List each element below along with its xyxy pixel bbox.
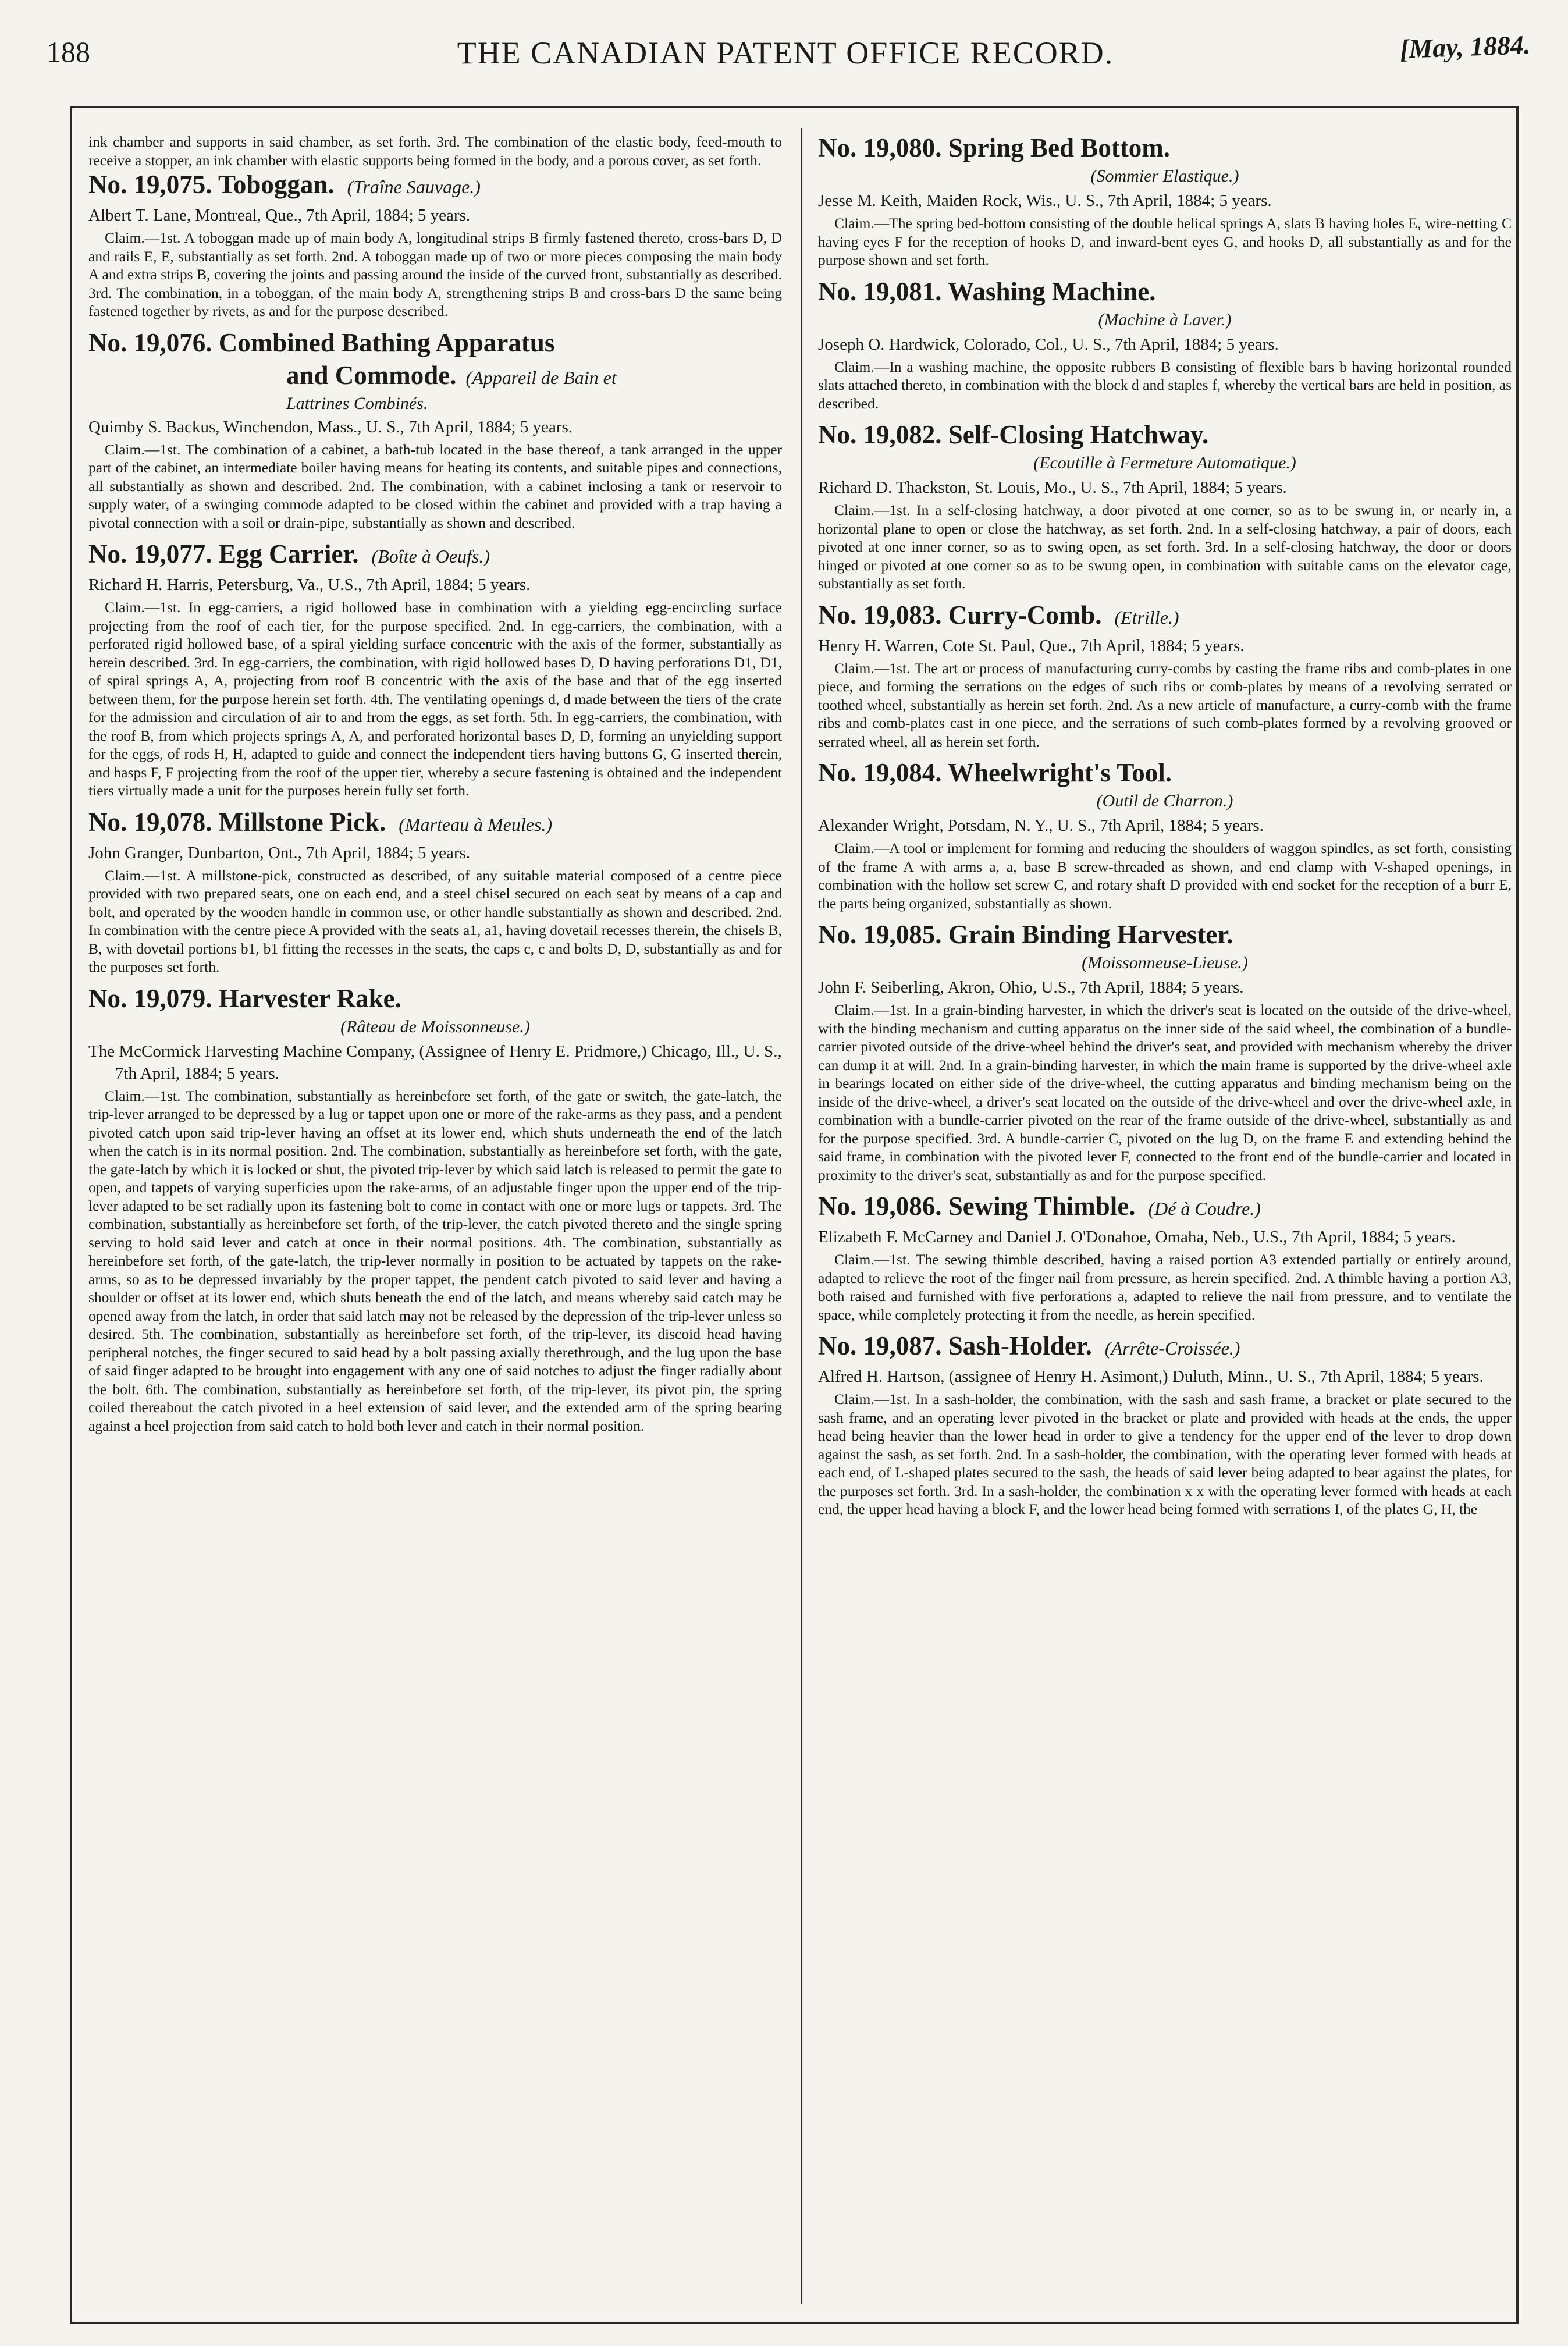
- patent-number: No. 19,086.: [818, 1192, 942, 1221]
- patent-french-title: (Boîte à Oeufs.): [371, 546, 490, 567]
- patent-entry-19081: [818, 276, 1512, 413]
- patent-french-title-line2: Lattrines Combinés.: [286, 393, 428, 413]
- patent-entry-19082: [818, 420, 1512, 593]
- patent-heading: [818, 1331, 1512, 1363]
- patent-heading-line2: [88, 360, 782, 393]
- patent-heading: [88, 983, 782, 1014]
- patentee: Jesse M. Keith, Maiden Rock, Wis., U. S., 7th April, 1884; 5 years.: [818, 191, 1272, 210]
- patent-french-title: (Râteau de Moissonneuse.): [340, 1016, 530, 1036]
- patent-title: Wheelwright's Tool.: [947, 758, 1172, 787]
- patent-claim: Claim.—1st. A millstone-pick, constructed as described, of any suitable material composed of a centre piece provided with two prepared seats, one on each end, and a steel chisel secured on each seat by means of a cap and bolt, and operated by the wooden handle in common use, or other handle substantially as shown and described. 2nd. In combination with the centre piece A provided with the seats a1, a1, having dovetail recesses therein, the chisels B, B, with dovetail portions b1, b1 fitting the recesses in the seats, the caps c, c and bolts D, D, substantially as and for the purposes set forth.: [88, 866, 782, 975]
- patent-number: No. 19,078.: [88, 807, 212, 837]
- patent-heading: [818, 919, 1512, 950]
- patentee: Richard D. Thackston, St. Louis, Mo., U. S., 7th April, 1884; 5 years.: [818, 478, 1287, 497]
- patent-french-title: (Moissonneuse-Lieuse.): [1082, 953, 1248, 972]
- patent-french-title: (Traîne Sauvage.): [347, 176, 481, 197]
- patent-title: Sash-Holder.: [948, 1331, 1092, 1360]
- patent-claim: Claim.—1st. In a sash-holder, the combination, with the sash and sash frame, a bracket or plate secured to the sash frame, and an operating lever pivoted in the bracket or plate and provided with heads at the ends, the upper head being heavier than the lower head in order to give a tendency for the upper end of the lever to drop down against the sash, as set forth. 2nd. In a sash-holder, the combination, with the operating lever formed with heads at each end, of L-shaped plates secured to the sash, the heads of said lever being adapted to bear against the plates, for the purposes set forth. 3rd. In a sash-holder, the combination x x with the operating lever formed with heads at each end, the upper head having a block F, and the lower head being formed with serrations I, of the plates G, H, the: [818, 1391, 1512, 1517]
- patent-heading: [818, 600, 1512, 632]
- patent-title: Egg Carrier.: [218, 539, 359, 568]
- patent-number: No. 19,081.: [818, 276, 942, 306]
- issue-date: [May, 1884.: [1399, 30, 1531, 64]
- patent-heading: [88, 328, 782, 358]
- patent-claim: Claim.—1st. The sewing thimble described, having a raised portion A3 extended partially or entirely around, adapted to relieve the root of the finger nail from pressure, as herein specified. 2nd. A thimble having a portion A3, both raised and furnished with five perforations a, adapted to relieve the nail from pressure, and to ventilate the space, while completely protecting it from the needle, as herein specified.: [818, 1251, 1512, 1323]
- continuation-text: ink chamber and supports in said chamber, as set forth. 3rd. The combination of the elastic body, feed-mouth to receive a stopper, an ink chamber with elastic supports being formed in the body, and a porous cover, as set forth.: [88, 133, 782, 169]
- patent-entry-19084: [818, 758, 1512, 912]
- patent-french-title: (Marteau à Meules.): [399, 813, 553, 835]
- patent-entry-19086: [818, 1191, 1512, 1324]
- patent-title-line2: and Commode.: [286, 360, 457, 390]
- patent-entry-19076: [88, 328, 782, 532]
- patent-number: No. 19,083.: [818, 600, 942, 630]
- patent-claim: Claim.—1st. In egg-carriers, a rigid hollowed base in combination with a yielding egg-encircling surface projecting from the roof of each tier, for the purpose specified. 2nd. In egg-carriers, the combination, with a perforated rigid hollowed base, of a spiral yielding surface concentric with the axis of the former, substantially as herein described. 3rd. In egg-carriers, the combination, with rigid hollowed bases D, D having perforations D1, D1, of spiral springs A, A, projecting from roof B concentric with the axis of the base and that of the egg inserted between them, for the purpose herein set forth. 4th. The ventilating openings d, d made between the tiers of the crate for the admission and circulation of air to and from the eggs, as set forth. 5th. In egg-carriers, the combination, with the roof B, from which projects springs A, A, and perforated horizontal bases D, D, forming an unyielding support for the eggs, of rods H, H, adapted to guide and connect the independent tiers having buttons G, G inserted therein, and hasps F, F projecting from the roof of the upper tier, whereby a secure fastening is obtained and the independent tiers virtually made a unit for the purposes herein fully set forth.: [88, 599, 782, 799]
- column-rule: [801, 128, 802, 2304]
- patent-entry-19075: [88, 169, 782, 321]
- patentee: Elizabeth F. McCarney and Daniel J. O'Donahoe, Omaha, Neb., U.S., 7th April, 1884; 5 years.: [818, 1228, 1456, 1246]
- patent-french-title: (Etrille.): [1114, 606, 1179, 628]
- patent-claim: Claim.—In a washing machine, the opposite rubbers B consisting of flexible bars b having horizontal rounded slats attached thereto, in combination with the block d and staples f, whereby the vertical bars are held in position, as described.: [818, 358, 1512, 412]
- patent-number: No. 19,084.: [818, 758, 942, 787]
- page-number: 188: [47, 35, 90, 68]
- patent-number: No. 19,082.: [818, 420, 942, 449]
- patent-number: No. 19,087.: [818, 1331, 942, 1360]
- patent-french-title: (Machine à Laver.): [1098, 310, 1232, 329]
- patent-claim: Claim.—1st. The combination, substantially as hereinbefore set forth, of the gate or switch, the gate-latch, the trip-lever arranged to be depressed by a lug or tappet upon one or more of the rake-arms as they pass, and a pendent pivoted catch upon said trip-lever having an offset at its lower end, which shuts underneath the end of the latch when the catch is in its normal position. 2nd. The combination, substantially as hereinbefore set forth, with the gate, the gate-latch by which it is locked or shut, the pivoted trip-lever by which said latch is released to permit the gate to open, and tappets of varying superficies upon the rake-arms, of an adjustable finger upon the upper end of the trip-lever adapted to be set radially upon its fastening bolt to come in contact with one or more lugs or tappets. 3rd. The combination, substantially as hereinbefore set forth, of the trip-lever, the catch pivoted thereto and the single spring serving to hold said lever and catch at once in their normal positions. 4th. The combination, substantially as hereinbefore set forth, of the gate-latch, the trip-lever normally in position to be actuated by tappets on the rake-arms, so as to be depressed invariably by the proper tappet, the pendent catch pivoted to said lever and having a shoulder or offset at its lower end, which shuts beneath the end of the latch, and means whereby said catch may be opened away from the latch, in order that said latch may not be released by the depression of the trip-lever unless so desired. 5th. The combination, substantially as hereinbefore set forth, of the trip-lever, its discoid head having peripheral notches, the finger secured to said head by a bolt passing axially therethrough, and the lug upon the base of said finger adapted to be brought into engagement with any one of said notches to adjust the finger radially about the bolt. 6th. The combination, substantially as hereinbefore set forth, of the trip-lever, its pivot pin, the spring coiled thereabout the catch pivoted in a heel extension of said lever, and the extended arm of the spring bearing against a heel projection from said catch to hold both lever and catch in their normal position.: [88, 1087, 782, 1434]
- patent-claim: Claim.—1st. The combination of a cabinet, a bath-tub located in the base thereof, a tank arranged in the upper part of the cabinet, an intermediate boiler having means for heating its contents, and suitable pipes and connections, all substantially as shown and described. 2nd. The combination, with a cabinet inclosing a tank or reservoir to supply water, of a swinging commode adapted to be closed within the cabinet and provided with a trap having a pivotal connection with a soil or drain-pipe, substantially as shown and described.: [88, 440, 782, 531]
- patent-claim: Claim.—1st. A toboggan made up of main body A, longitudinal strips B firmly fastened thereto, cross-bars D, D and rails E, E, substantially as set forth. 2nd. A toboggan made up of two or more pieces composing the main body A and extra strips B, covering the joints and passing around the inside of the curved front, substantially as described. 3rd. The combination, in a toboggan, of the main body A, strengthening strips B and cross-bars D the same being fastened together by rivets, as and for the purpose described.: [88, 229, 782, 319]
- patent-title: Self-Closing Hatchway.: [948, 420, 1209, 449]
- patent-number: No. 19,077.: [88, 539, 212, 568]
- patentee: Richard H. Harris, Petersburg, Va., U.S., 7th April, 1884; 5 years.: [88, 575, 531, 594]
- patent-heading: [818, 758, 1512, 788]
- page-frame: [70, 106, 1519, 2324]
- patent-french-title: (Outil de Charron.): [1096, 791, 1233, 811]
- patent-french-title: (Ecoutille à Fermeture Automatique.): [1033, 453, 1296, 472]
- patent-french-title: (Sommier Elastique.): [1090, 166, 1239, 186]
- patent-claim: Claim.—The spring bed-bottom consisting of the double helical springs A, slats B having holes E, wire-netting C having eyes F for the reception of hooks D, and inward-bent eyes G, and hooks D, all substantially as and for the purpose shown and set forth.: [818, 215, 1512, 268]
- patent-number: No. 19,080.: [818, 133, 942, 162]
- patent-claim: Claim.—A tool or implement for forming and reducing the shoulders of waggon spindles, as set forth, consisting of the frame A with arms a, a, base B screw-threaded as shown, and end clamp with V-shaped openings, in combination with the hollow set screw C, and rotary shaft D provided with end socket for the reception of a burr E, the parts being organized, substantially as shown.: [818, 840, 1512, 912]
- patentee: John Granger, Dunbarton, Ont., 7th April, 1884; 5 years.: [88, 843, 471, 862]
- patent-heading: [818, 133, 1512, 163]
- patent-french-title: (Appareil de Bain et: [465, 367, 617, 388]
- patent-title: Spring Bed Bottom.: [948, 133, 1171, 162]
- patent-title: Washing Machine.: [947, 276, 1156, 306]
- patentee: Albert T. Lane, Montreal, Que., 7th April, 1884; 5 years.: [88, 206, 471, 225]
- journal-title: THE CANADIAN PATENT OFFICE RECORD.: [457, 35, 1114, 70]
- patent-entry-19080: [818, 133, 1512, 269]
- patent-heading: [88, 807, 782, 840]
- patent-french-title: (Dé à Coudre.): [1148, 1198, 1261, 1219]
- patentee: Henry H. Warren, Cote St. Paul, Que., 7th April, 1884; 5 years.: [818, 636, 1245, 655]
- patent-title: Harvester Rake.: [218, 983, 401, 1013]
- patent-title: Combined Bathing Apparatus: [218, 328, 555, 357]
- patent-heading: [818, 1191, 1512, 1224]
- patent-title: Sewing Thimble.: [948, 1192, 1136, 1221]
- patent-french-title: (Arrête-Croissée.): [1104, 1338, 1240, 1359]
- right-column: [818, 133, 1512, 1526]
- patent-title: Grain Binding Harvester.: [948, 920, 1233, 949]
- patent-entry-19087: [818, 1331, 1512, 1519]
- patent-entry-19083: [818, 600, 1512, 751]
- patent-number: No. 19,085.: [818, 920, 942, 949]
- patent-claim: Claim.—1st. In a self-closing hatchway, a door pivoted at one corner, so as to be swung in, or nearly in, a horizontal plane to open or close the hatchway, as set forth. 2nd. In a self-closing hatchway, a pair of doors, each pivoted at one inner corner, so as to swing open, as set forth. 3rd. In a self-closing hatchway, the door or doors hinged or pivoted at one corner so as to be swung open, in combination with suitable cams on the elevator cage, substantially as set forth.: [818, 502, 1512, 592]
- patent-number: No. 19,079.: [88, 983, 212, 1013]
- patent-heading: [88, 539, 782, 571]
- patent-entry-19079: [88, 983, 782, 1435]
- patent-heading: [818, 276, 1512, 307]
- patentee: Alexander Wright, Potsdam, N. Y., U. S., 7th April, 1884; 5 years.: [818, 816, 1264, 835]
- patent-entry-19077: [88, 539, 782, 800]
- left-column: [88, 133, 782, 1442]
- patentee: Quimby S. Backus, Winchendon, Mass., U. S., 7th April, 1884; 5 years.: [88, 417, 573, 436]
- patentee: John F. Seiberling, Akron, Ohio, U.S., 7th April, 1884; 5 years.: [818, 978, 1244, 997]
- patent-entry-19085: [818, 919, 1512, 1184]
- patent-entry-19078: [88, 807, 782, 976]
- patent-title: Curry-Comb.: [948, 600, 1102, 630]
- patent-number: No. 19,076.: [88, 328, 212, 357]
- page-header: [35, 30, 1536, 76]
- patent-heading: [88, 169, 782, 202]
- patent-claim: Claim.—1st. The art or process of manufacturing curry-combs by casting the frame ribs and comb-plates in one piece, and forming the serrations on the edges of such ribs or comb-plates by means of a revolving serrated or toothed wheel, substantially as herein set forth. 2nd. As a new article of manufacture, a curry-comb with the frame ribs and comb-plates cast in one piece, and the serrations of such comb-plates formed by a revolving grooved or serrated wheel, all as herein set forth.: [818, 659, 1512, 750]
- patentee: The McCormick Harvesting Machine Company, (Assignee of Henry E. Pridmore,) Chicago, Ill., U. S., 7th April, 1884; 5 years.: [88, 1042, 782, 1083]
- patentee: Joseph O. Hardwick, Colorado, Col., U. S., 7th April, 1884; 5 years.: [818, 335, 1279, 354]
- patentee: Alfred H. Hartson, (assignee of Henry H. Asimont,) Duluth, Minn., U. S., 7th April, 1884; 5 years.: [818, 1367, 1484, 1386]
- patent-claim: Claim.—1st. In a grain-binding harvester, in which the driver's seat is located on the outside of the drive-wheel, with the binding mechanism and cutting apparatus on the inner side of the said wheel, the combination of a bundle-carrier pivoted outside of the drive-wheel behind the driver's seat, and provided with mechanism whereby the driver can dump it at will. 2nd. In a grain-binding harvester, in which the main frame is supported by the drive-wheel axle in bearings located on either side of the drive-wheel, the cutting apparatus and binding mechanism being on the inside of the drive-wheel, a driver's seat located on the outside of the drive-wheel and over the drive-wheel axle, in combination with a bundle-carrier pivoted on the rear of the frame outside of the drive-wheel, substantially as and for the purpose specified. 3rd. A bundle-carrier C, pivoted on the lug D, on the frame E and extending behind the said frame, in combination with the pivoted lever F, connected to the front end of the bundle-carrier and located in proximity to the driver's seat, substantially as and for the purpose specified.: [818, 1001, 1512, 1183]
- patent-number: No. 19,075.: [88, 170, 212, 199]
- patent-title: Toboggan.: [218, 170, 335, 199]
- patent-heading: [818, 420, 1512, 450]
- patent-title: Millstone Pick.: [218, 807, 386, 837]
